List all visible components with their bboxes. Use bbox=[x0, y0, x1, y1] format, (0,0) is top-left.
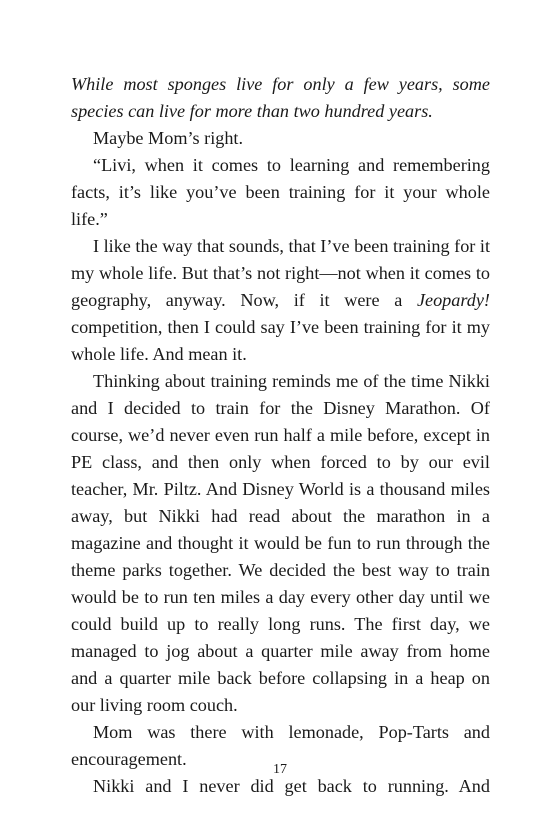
paragraph-moms-right: Maybe Mom’s right. bbox=[93, 128, 244, 148]
paragraph-never-ran: Nikki and I never did get back to running. And bbox=[93, 776, 490, 796]
paragraph-marathon: Thinking about training reminds me of the time Nikki and I decided to train for the Disney Marathon. Of course, we’d never even run half a mile before, except in PE class, and then only when forced to by our evil teacher, Mr. Piltz. And Disney World is a thousand miles away, but Nikki had read about the marathon in a magazine and thought it would be fun to run through the theme parks together. We decided the best way to train would be to run ten miles a day every other day until we could build up to really long runs. The first day, we managed to jog about a quarter mile away from home and a quarter mile back before collapsing in a heap on our living room couch. bbox=[71, 371, 490, 715]
page-number: 17 bbox=[273, 762, 287, 777]
training-text-before: I like the way that sounds, that I’ve been training for it my whole life. But that’s not right—not when it comes to geography, anyway. Now, if it were a bbox=[71, 236, 490, 310]
paragraph-livi-quote: “Livi, when it comes to learning and remembering facts, it’s like you’ve been training for it your whole life.” bbox=[71, 155, 490, 229]
italic-sponge-fact: While most sponges live for only a few years, some species can live for more than two hundred years. bbox=[71, 74, 490, 121]
page-body bbox=[71, 71, 490, 800]
jeopardy-title: Jeopardy! bbox=[416, 290, 490, 310]
paragraph-mom-lemonade: Mom was there with lemonade, Pop-Tarts and encouragement. bbox=[71, 722, 490, 769]
paragraph-sponge-fact bbox=[71, 71, 490, 125]
training-text-after: competition, then I could say I’ve been training for it my whole life. And mean it. bbox=[71, 317, 490, 364]
paragraph-training bbox=[71, 233, 490, 368]
